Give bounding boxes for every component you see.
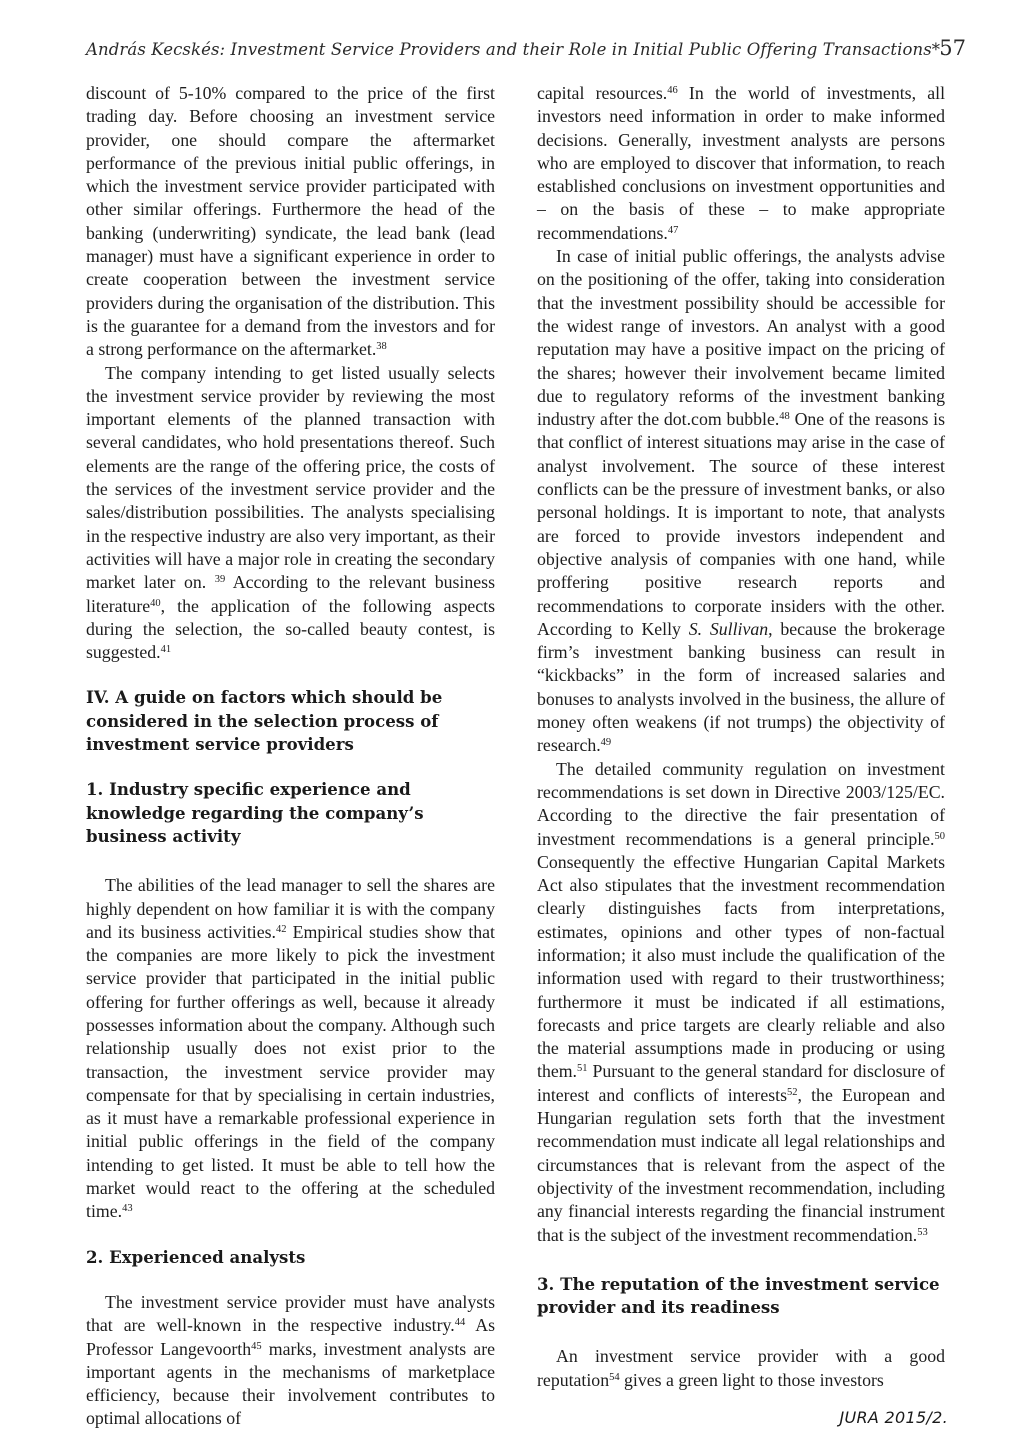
footnote-ref[interactable]: 48: [779, 411, 790, 423]
paragraph: The abilities of the lead manager to sell the shares are highly dependent on how familiar it is with the company and its business activities.$^{42}$ Empirical studies show that the companies are more likely to pick the investment service provider that participated in the initial public offering for further offerings as well, because it already possesses information about the company. Although such relationship usually does not exist prior to the transaction, the investment service provider may compensate for that by specialising in certain industries, as it must have a remarkable professional experience in initial public offerings in the field of the company intending to get listed. It must be able to tell how the market would react to the offering at the scheduled time.$^{43}$: [86, 875, 495, 1222]
footnote-ref[interactable]: 39: [214, 574, 226, 586]
paragraph: The company intending to get listed usually selects the investment service provider by reviewing the most important elements of the planned transaction with several candidates, who hold presentations thereof. Such elements are the range of the offering price, the costs of the services of the investment service provider and the sales/distribution possibilities. The analysts specialising in the respective industry are also very important, as their activities will have a major role in creating the secondary market later on. $^{39}$ According to the relevant business literature$^{40}$, the application of the following aspects during the selection, the so-called beauty contest, is suggested.$^{41}$: [86, 362, 495, 663]
running-title: András Kecskés: Investment Service Providers and their Role in Initial Public Offering Transactions*: [86, 40, 941, 59]
footnote-ref[interactable]: 43: [122, 1203, 133, 1215]
footnote-ref[interactable]: 38: [376, 341, 387, 353]
footnote-ref[interactable]: 42: [275, 923, 287, 935]
footnote-ref[interactable]: 46: [667, 85, 678, 96]
subsection-heading-3: 3. The reputation of the investment service provider and its readiness: [537, 1273, 940, 1318]
footnote-ref[interactable]: 52: [787, 1086, 798, 1098]
footnote-ref[interactable]: 47: [667, 224, 679, 236]
right-column: [537, 82, 945, 1392]
footnote-ref[interactable]: 51: [577, 1063, 588, 1075]
author-name: S. Sullivan: [688, 618, 769, 639]
footnote-ref[interactable]: 41: [160, 644, 172, 656]
paragraph: discount of 5-10% compared to the price of the first trading day. Before choosing an investment service provider, one should compare the aftermarket performance of the previous initial public offerings, in which the investment service provider participated with other similar offerings. Furthermore the head of the banking (underwriting) syndicate, the lead bank (lead manager) must have a significant experience in order to create cooperation between the investment service providers during the organisation of the distribution. This is the guarantee for a demand from the investors and for a strong performance on the aftermarket.$^{38}$: [86, 83, 495, 360]
left-column: [86, 82, 495, 1431]
paragraph: capital resources.$^{46}$ In the world of investments, all investors need information in order to make informed decisions. Generally, investment analysts are persons who are employed to discover that information, to reach established conclusions on investment opportunities and – on the basis of these – to make appropriate recommendations.$^{47}$: [537, 83, 946, 243]
paragraph: The investment service provider must have analysts that are well-known in the respective industry.$^{44}$ As Professor Langevoorth$^{45}$ marks, investment analysts are important agents in the mechanisms of marketplace efficiency, because their involvement contributes to optimal allocations of: [86, 1291, 496, 1429]
paragraph: An investment service provider with a good reputation$^{54}$ gives a green light to those investors: [537, 1346, 945, 1390]
footnote-ref[interactable]: 44: [454, 1317, 466, 1329]
footnote-ref[interactable]: 50: [934, 830, 945, 842]
footnote-ref[interactable]: 45: [251, 1340, 262, 1352]
subsection-heading-2: 2. Experienced analysts: [86, 1246, 306, 1267]
page-number: 57: [939, 36, 966, 60]
section-heading-iv: IV. A guide on factors which should be considered in the selection process of investment service providers: [86, 687, 443, 755]
footnote-ref[interactable]: 54: [609, 1371, 620, 1383]
footnote-ref[interactable]: 49: [600, 737, 612, 749]
footnote-ref[interactable]: 53: [917, 1226, 928, 1238]
running-header: [86, 36, 966, 66]
paragraph: In case of initial public offerings, the analysts advise on the positioning of the offer, taking into consideration that the investment possibility should be accessible for the widest range of investors. An analyst with a good reputation may have a positive impact on the pricing of the shares; however their involvement became limited due to regulatory reforms of the investment banking industry after the dot.com bubble.$^{48}$ One of the reasons is that conflict of interest situations may arise in the case of analyst involvement. The source of these interest conflicts can be the pressure of investment banks, or also personal holdings. It is important to note, that analysts are forced to provide investors independent and objective analysis of companies with one hand, while proffering positive research reports and recommendations to corporate insiders with the other. According to Kelly S. Sullivan, because the brokerage firm’s investment banking business can result in “kickbacks” in the form of increased salaries and bonuses to analysts involved in the business, the allure of money often weakens (if not trumps) the objectivity of research.$^{49}$: [537, 246, 946, 756]
paragraph: The detailed community regulation on investment recommendations is set down in Directive 2003/125/EC. According to the directive the fair presentation of investment recommendations is a general principle.$^{50}$ Consequently the effective Hungarian Capital Markets Act also stipulates that the investment recommendation clearly distinguishes facts from interpretations, estimates, opinions and other types of non-factual information; it also must include the qualification of the information used with regard to their trustworthiness; furthermore it must be indicated if all estimations, forecasts and price targets are clearly reliable and also the material assumptions made in producing or using them.$^{51}$ Pursuant to the general standard for disclosure of interest and conflicts of interests$^{52}$, the European and Hungarian regulation sets forth that the investment recommendation must indicate all legal relationships and circumstances that is relevant from the aspect of the objectivity of the investment recommendation, including any financial interests regarding the financial instrument that is the subject of the investment recommendation.$^{53}$: [537, 758, 945, 1245]
journal-footer: JURA 2015/2.: [839, 1408, 948, 1427]
footnote-ref[interactable]: 40: [150, 597, 161, 609]
subsection-heading-1: 1. Industry specific experience and knowledge regarding the company’s business activity: [86, 779, 424, 846]
